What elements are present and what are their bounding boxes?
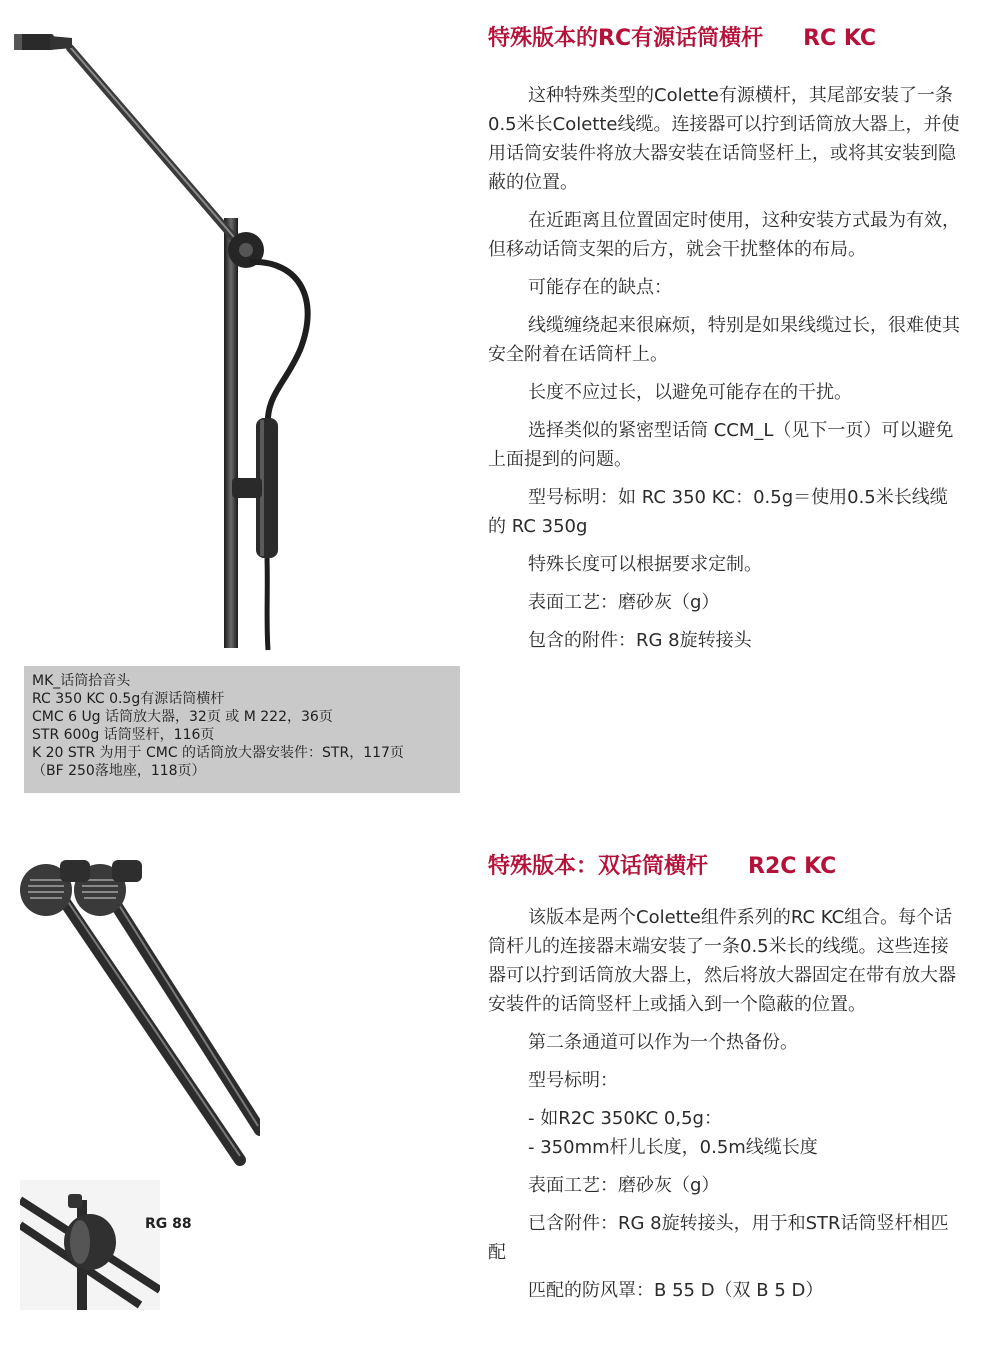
caption-line: CMC 6 Ug 话筒放大器，32页 或 M 222，36页	[32, 709, 333, 725]
section-title	[488, 852, 960, 882]
paragraph: 这种特殊类型的Colette有源横杆，其尾部安装了一条0.5米长Colette线缆。连接器可以拧到话筒放大器上，并使用话筒安装件将放大器安装在话筒竖杆上，或将其安装到隐蔽的位置。	[488, 85, 960, 193]
section-r2c-kc	[488, 852, 960, 1314]
paragraph: 该版本是两个Colette组件系列的RC KC组合。每个话筒杆儿的连接器末端安装了一条0.5米长的线缆。这些连接器可以拧到话筒放大器上，然后将放大器固定在带有放大器安装件的话筒竖杆上或插入到一个隐蔽的位置。	[488, 907, 956, 1015]
paragraph: 选择类似的紧密型话筒 CCM_L（见下一页）可以避免上面提到的问题。	[488, 420, 954, 470]
section-rc-kc	[488, 24, 960, 664]
caption-line: RC 350 KC 0.5g有源话筒横杆	[32, 691, 225, 707]
rg-swivel-joint-illustration	[20, 1180, 160, 1310]
caption-line: （BF 250落地座，118页）	[32, 763, 206, 779]
caption-line: MK_话筒拾音头	[32, 673, 131, 689]
paragraph: 匹配的防风罩：B 55 D（双 B 5 D）	[528, 1280, 824, 1301]
paragraph: 特殊长度可以根据要求定制。	[528, 554, 762, 575]
paragraph: 长度不应过长，以避免可能存在的干扰。	[528, 382, 852, 403]
caption-line: K 20 STR 为用于 CMC 的话筒放大器安装件：STR，117页	[32, 745, 404, 761]
dual-microphone-boom-illustration	[0, 840, 260, 1170]
section-body	[488, 81, 960, 655]
section-model-code: R2C KC	[748, 854, 837, 879]
list-item: - 350mm杆儿长度，0.5m线缆长度	[528, 1137, 818, 1158]
paragraph: 型号标明：如 RC 350 KC：0.5g＝使用0.5米长线缆的 RC 350g	[488, 487, 948, 537]
paragraph: 可能存在的缺点：	[528, 277, 672, 298]
paragraph: 包含的附件：RG 8旋转接头	[528, 630, 752, 651]
paragraph: 表面工艺：磨砂灰（g）	[528, 592, 720, 613]
caption-line: STR 600g 话筒竖杆，116页	[32, 727, 215, 743]
section-model-code: RC KC	[803, 26, 877, 51]
paragraph: 线缆缠绕起来很麻烦，特别是如果线缆过长，很难使其安全附着在话筒杆上。	[488, 315, 960, 365]
section-title-text: 特殊版本：双话筒横杆	[488, 854, 709, 879]
paragraph: 型号标明：	[528, 1070, 618, 1091]
list-item: - 如R2C 350KC 0,5g：	[528, 1108, 722, 1129]
section-body	[488, 903, 960, 1305]
paragraph: 已含附件：RG 8旋转接头，用于和STR话筒竖杆相匹配	[488, 1213, 949, 1263]
microphone-boom-stand-illustration	[0, 0, 470, 660]
paragraph: 第二条通道可以作为一个热备份。	[528, 1032, 798, 1053]
rg-label: RG 88	[145, 1216, 192, 1232]
section-title	[488, 24, 960, 54]
paragraph: 表面工艺：磨砂灰（g）	[528, 1175, 720, 1196]
parts-caption-box	[24, 666, 460, 793]
section-title-text: 特殊版本的RC有源话筒横杆	[488, 26, 764, 51]
paragraph: 在近距离且位置固定时使用，这种安装方式最为有效，但移动话筒支架的后方，就会干扰整体的布局。	[488, 210, 960, 260]
